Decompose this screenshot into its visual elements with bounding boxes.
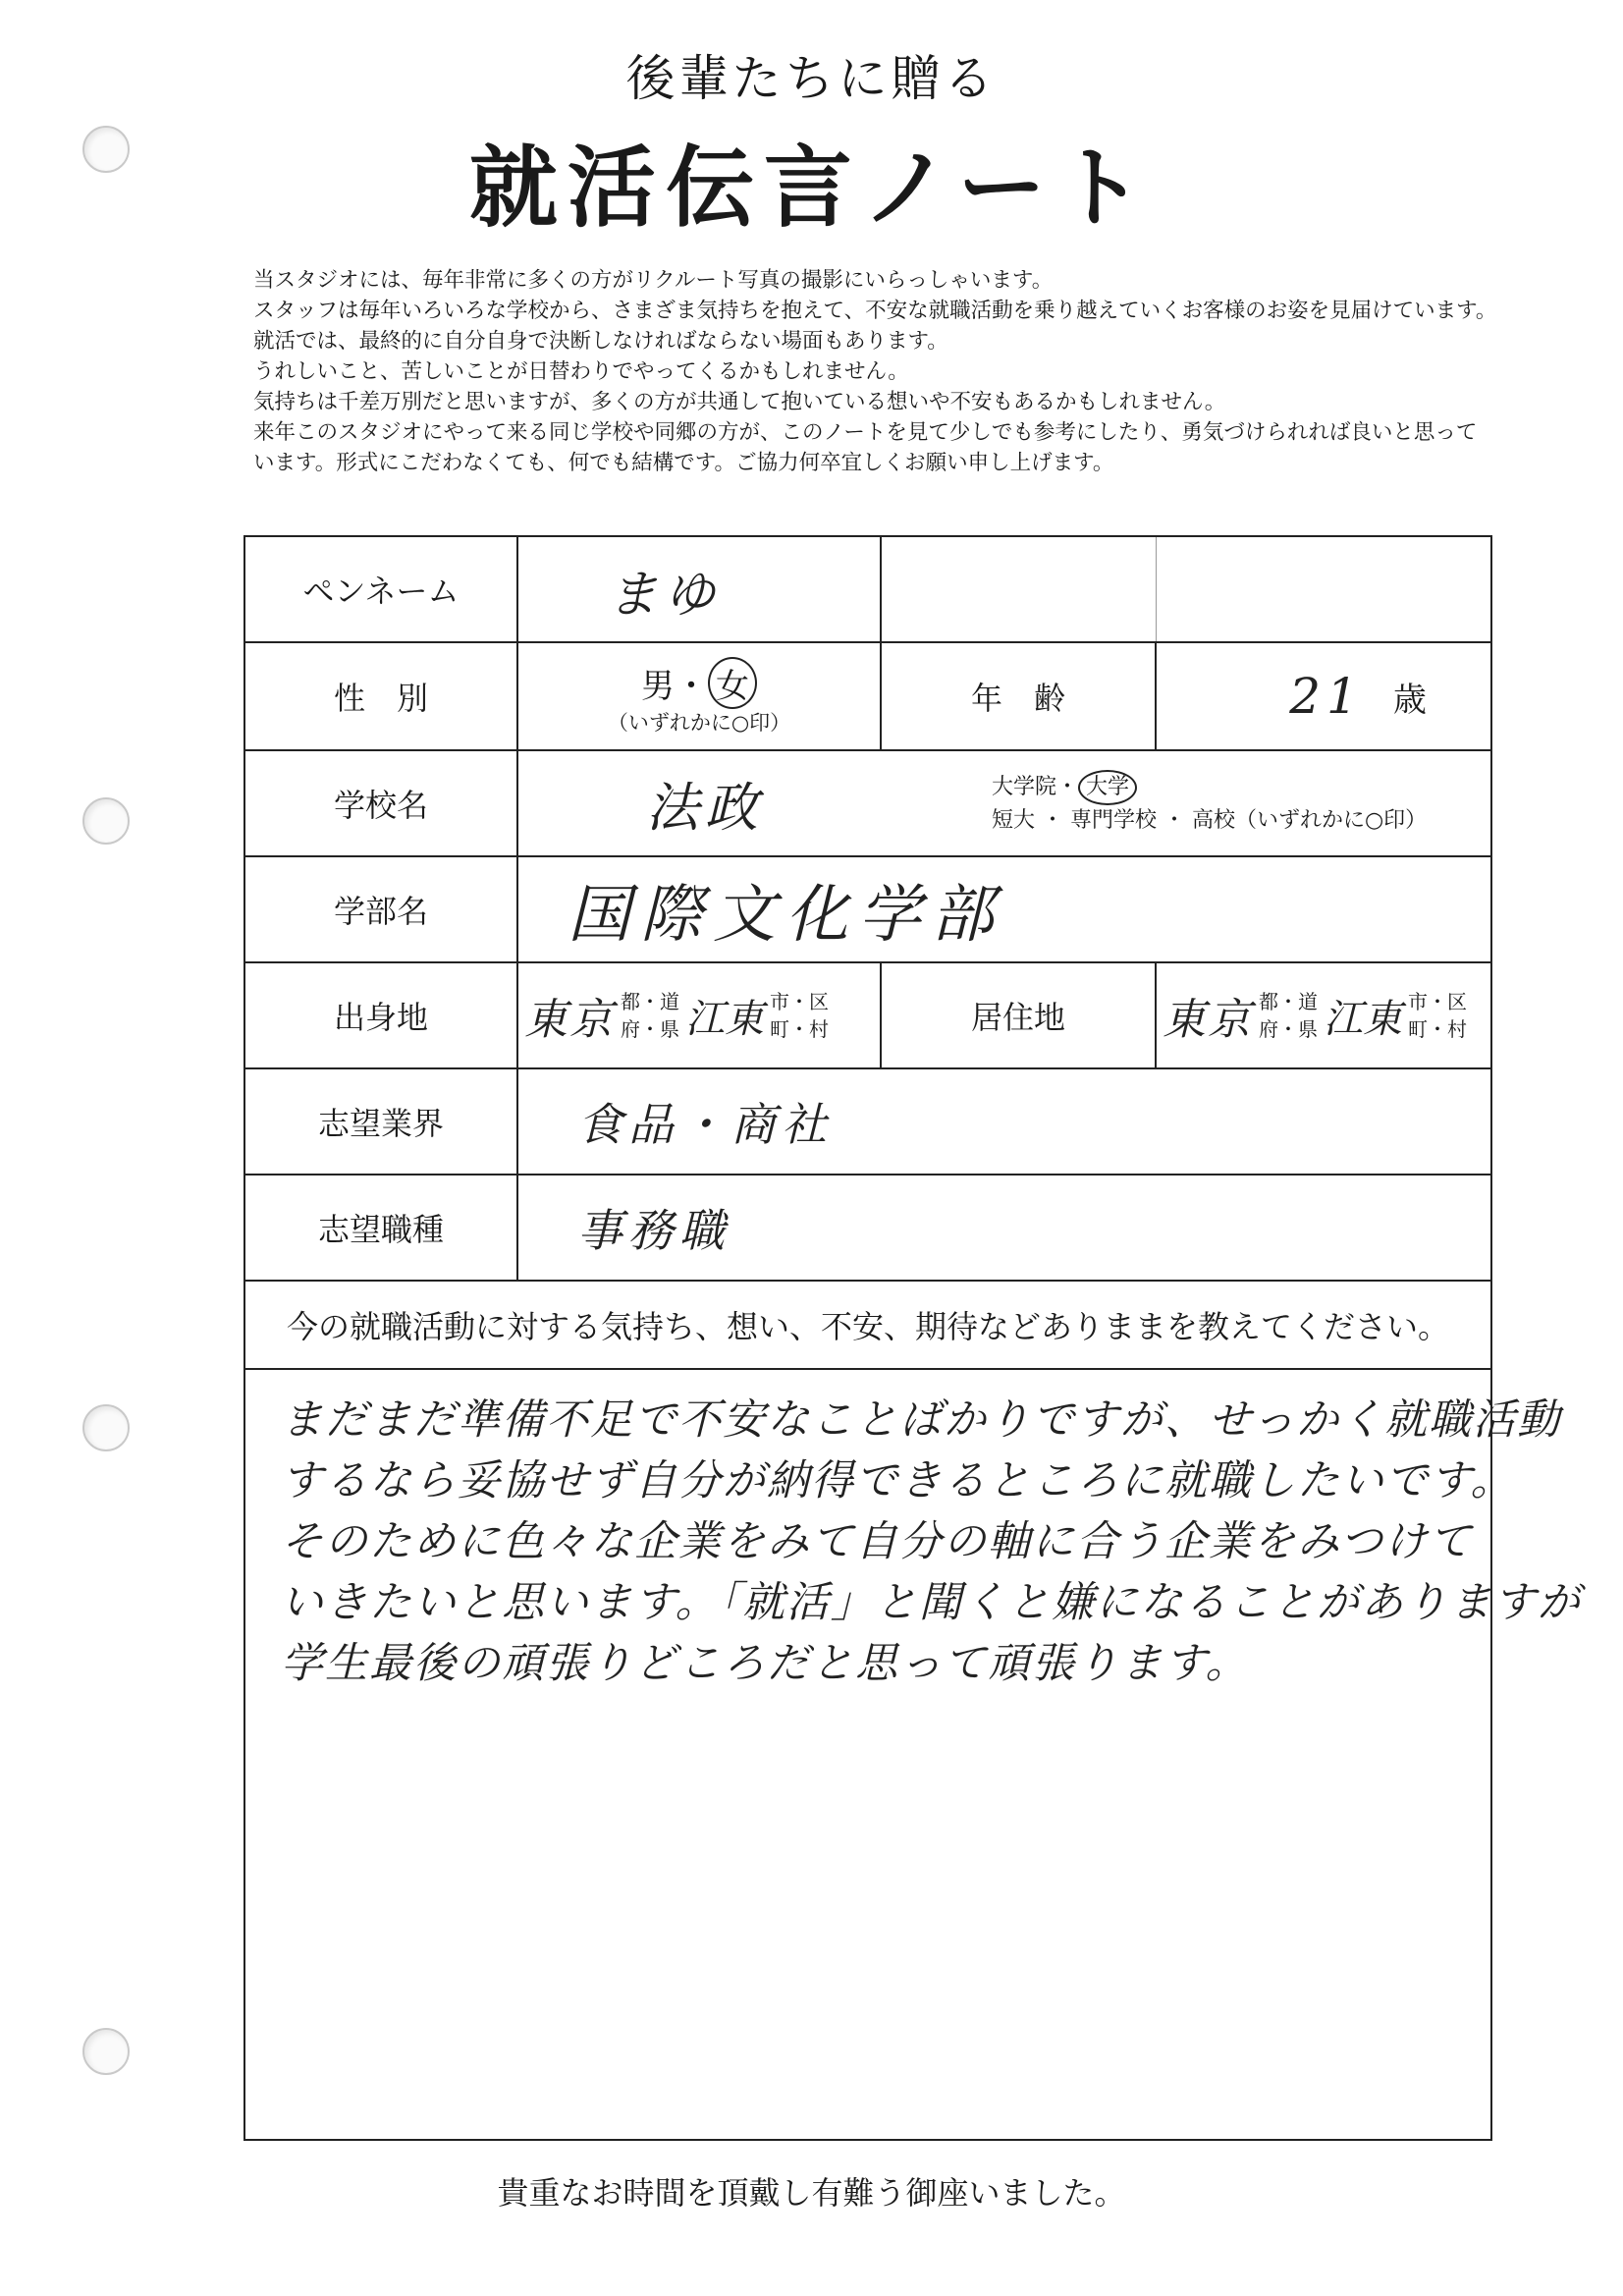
hometown-city-type-1: 市・区 bbox=[770, 990, 829, 1013]
pen-name-value-cell[interactable] bbox=[518, 537, 882, 641]
school-label: 学校名 bbox=[245, 751, 518, 855]
row-industry bbox=[245, 1069, 1490, 1175]
note-form bbox=[243, 535, 1583, 2141]
pen-name-value: まゆ bbox=[607, 565, 722, 625]
hometown-pref-type-1: 都・道 bbox=[621, 990, 679, 1013]
answer-area[interactable] bbox=[281, 1390, 1583, 1694]
hometown-pref: 東京 bbox=[524, 995, 615, 1045]
residence-pref: 東京 bbox=[1163, 995, 1253, 1045]
binder-hole-3 bbox=[82, 1404, 130, 1451]
gender-female-circled[interactable]: 女 bbox=[708, 657, 757, 709]
job-label: 志望職種 bbox=[245, 1175, 518, 1280]
age-value: 21 bbox=[1289, 668, 1364, 725]
intro-line: 気持ちは千差万別だと思いますが、多くの方が共通して抱いている想いや不安もあるかもしれません。 bbox=[253, 390, 1226, 414]
hometown-city-type bbox=[770, 988, 829, 1043]
answer-line: いきたいと思います。「就活」と聞くと嫌になることがありますが bbox=[281, 1578, 1583, 1627]
age-label: 年 齢 bbox=[882, 643, 1157, 749]
residence-pref-type-2: 府・県 bbox=[1259, 1017, 1318, 1041]
school-type-univ-circled: 大学 bbox=[1078, 770, 1137, 805]
residence-pref-type-1: 都・道 bbox=[1259, 990, 1318, 1013]
industry-label: 志望業界 bbox=[245, 1069, 518, 1174]
residence-city: 江東 bbox=[1324, 996, 1402, 1042]
intro-line: います。形式にこだわなくても、何でも結構です。ご協力何卒宜しくお願い申し上げます。 bbox=[253, 451, 1114, 475]
industry-value-cell[interactable] bbox=[518, 1069, 1490, 1174]
hometown-city: 江東 bbox=[685, 996, 764, 1042]
residence-pref-type bbox=[1259, 988, 1318, 1043]
faculty-value: 国際文化学部 bbox=[568, 879, 1003, 952]
page-title: 就活伝言ノート bbox=[468, 137, 1155, 240]
intro-line: うれしいこと、苦しいことが日替わりでやってくるかもしれません。 bbox=[253, 359, 909, 384]
school-type-grad: 大学院 bbox=[992, 775, 1057, 799]
answer-line: 学生最後の頑張りどころだと思って頑張ります。 bbox=[281, 1639, 1250, 1688]
row-pen-name bbox=[245, 537, 1490, 643]
job-value: 事務職 bbox=[577, 1204, 730, 1257]
intro-line: 来年このスタジオにやって来る同じ学校や同郷の方が、このノートを見て少しでも参考にしたり、勇気づけられれば良いと思って bbox=[253, 420, 1478, 445]
binder-hole-2 bbox=[82, 797, 130, 845]
row-question bbox=[245, 1282, 1490, 1370]
faculty-label: 学部名 bbox=[245, 857, 518, 961]
hometown-city-type-2: 町・村 bbox=[770, 1017, 829, 1041]
residence-city-type-2: 町・村 bbox=[1408, 1017, 1467, 1041]
intro-text bbox=[253, 265, 1589, 478]
school-value-cell[interactable] bbox=[518, 751, 970, 855]
job-value-cell[interactable] bbox=[518, 1175, 1490, 1280]
gender-label: 性 別 bbox=[245, 643, 518, 749]
age-unit: 歳 bbox=[1392, 680, 1427, 720]
residence-city-type bbox=[1408, 988, 1467, 1043]
residence-label: 居住地 bbox=[882, 963, 1157, 1067]
pen-name-label: ペンネーム bbox=[245, 537, 518, 641]
gender-value-cell[interactable] bbox=[518, 643, 882, 749]
hometown-pref-type-2: 府・県 bbox=[621, 1017, 679, 1041]
question-text: 今の就職活動に対する気持ち、想い、不安、期待などありままを教えてください。 bbox=[286, 1308, 1449, 1345]
faculty-value-cell[interactable] bbox=[518, 857, 1490, 961]
page-subtitle: 後輩たちに贈る bbox=[625, 50, 998, 107]
answer-line: まだまだ準備不足で不安なことばかりですが、せっかく就職活動 bbox=[281, 1395, 1562, 1445]
gender-male[interactable]: 男 bbox=[641, 666, 675, 706]
residence-city-type-1: 市・区 bbox=[1408, 990, 1467, 1013]
residence-value-cell[interactable] bbox=[1157, 963, 1490, 1067]
row-gender-age bbox=[245, 643, 1490, 751]
answer-line: するなら妥協せず自分が納得できるところに就職したいです。 bbox=[281, 1456, 1515, 1505]
school-type-separator: ・ bbox=[1056, 775, 1079, 799]
school-type-options[interactable] bbox=[992, 751, 1483, 855]
gender-options bbox=[641, 657, 757, 709]
row-school bbox=[245, 751, 1490, 857]
gender-separator: ・ bbox=[675, 666, 708, 706]
row-job bbox=[245, 1175, 1490, 1282]
hometown-label: 出身地 bbox=[245, 963, 518, 1067]
intro-line: 就活では、最終的に自分自身で決断しなければならない場面もあります。 bbox=[253, 329, 948, 354]
binder-hole-4 bbox=[82, 2028, 130, 2075]
intro-line: スタッフは毎年いろいろな学校から、さまざま気持ちを抱えて、不安な就職活動を乗り越えていくお客様のお姿を見届けています。 bbox=[253, 299, 1497, 323]
industry-value: 食品・商社 bbox=[577, 1098, 833, 1151]
pen-name-extra-cell bbox=[882, 537, 1157, 641]
school-type-line-1 bbox=[992, 770, 1137, 805]
answer-line: そのために色々な企業をみて自分の軸に合う企業をみつけて bbox=[281, 1517, 1474, 1566]
intro-line: 当スタジオには、毎年非常に多くの方がリクルート写真の撮影にいらっしゃいます。 bbox=[253, 268, 1054, 293]
school-value: 法政 bbox=[646, 776, 764, 839]
gender-note: （いずれかに○印） bbox=[607, 710, 791, 735]
row-faculty bbox=[245, 857, 1490, 963]
row-hometown-residence bbox=[245, 963, 1490, 1069]
school-type-line-2: 短大 ・ 専門学校 ・ 高校（いずれかに○印） bbox=[992, 808, 1428, 833]
age-value-cell[interactable] bbox=[1157, 643, 1490, 749]
hometown-pref-type bbox=[621, 988, 679, 1043]
hometown-value-cell[interactable] bbox=[518, 963, 882, 1067]
footer-thanks: 貴重なお時間を頂戴し有難う御座いました。 bbox=[497, 2174, 1126, 2212]
